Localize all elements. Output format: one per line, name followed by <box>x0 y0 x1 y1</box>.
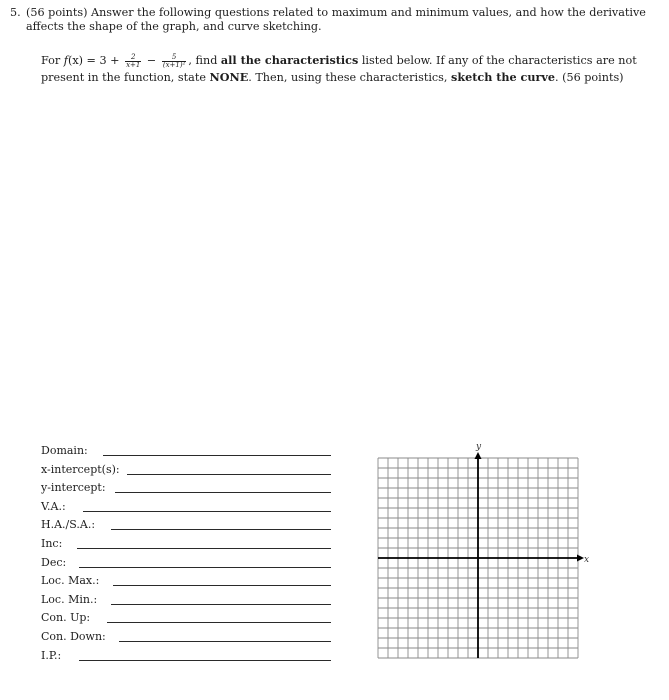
answer-line[interactable] <box>79 660 331 661</box>
characteristic-row <box>41 537 331 555</box>
characteristic-label: I.P.: <box>41 648 62 662</box>
characteristic-row <box>41 463 331 481</box>
answer-line[interactable] <box>111 604 331 605</box>
characteristic-label: Con. Up: <box>41 611 91 625</box>
question-line-2: affects the shape of the graph, and curve sketching. <box>26 20 322 33</box>
sketch-graph[interactable] <box>370 440 590 670</box>
instructions-line-1: For f(x) = 3 + $\frac{2}{x+1}$ − $\frac{5}{\text{(x+1)²}}$ , find all the characteristics listed below. If any of the characteristics are not <box>41 52 637 69</box>
answer-line[interactable] <box>83 511 331 512</box>
characteristic-label: Inc: <box>41 537 63 550</box>
answer-line[interactable] <box>111 529 331 530</box>
characteristic-label: Dec: <box>41 555 67 569</box>
characteristic-row <box>41 649 331 667</box>
characteristic-row <box>41 518 331 536</box>
answer-line[interactable] <box>79 567 331 568</box>
x-axis-label: x <box>584 555 590 565</box>
instructions-line-2: present in the function, state NONE. Then, using these characteristics, sketch the curve. (56 points) <box>41 70 624 84</box>
answer-line[interactable] <box>107 622 331 623</box>
y-axis-arrow <box>475 452 482 459</box>
characteristic-row <box>41 481 331 499</box>
answer-line[interactable] <box>115 492 331 493</box>
question-line-1: 5. (56 points) Answer the following questions related to maximum and minimum values, and how the derivative <box>10 6 646 19</box>
characteristic-label: y-intercept: <box>41 481 106 495</box>
fraction-1: $\frac{2}{x+1}$ <box>126 52 141 69</box>
answer-line[interactable] <box>77 548 331 549</box>
characteristic-row <box>41 556 331 574</box>
characteristic-label: Loc. Max.: <box>41 574 100 588</box>
function-name: f <box>63 54 68 67</box>
characteristic-label: Con. Down: <box>41 630 106 643</box>
y-axis-label: y <box>476 442 482 452</box>
characteristic-row <box>41 611 331 629</box>
characteristic-row <box>41 574 331 592</box>
characteristic-label: Domain: <box>41 444 88 457</box>
characteristic-label: H.A./S.A.: <box>41 518 96 532</box>
axes <box>378 452 584 658</box>
characteristic-row <box>41 444 331 462</box>
answer-line[interactable] <box>103 455 331 456</box>
answer-line[interactable] <box>113 585 331 586</box>
question-number: 5. <box>10 6 21 19</box>
answer-line[interactable] <box>119 641 331 642</box>
characteristic-label: x-intercept(s): <box>41 462 120 476</box>
x-axis-arrow <box>577 555 584 562</box>
characteristic-label: Loc. Min.: <box>41 592 98 606</box>
fraction-2: $\frac{5}{\text{(x+1)²}}$ <box>162 52 186 69</box>
characteristic-row <box>41 500 331 518</box>
characteristic-row <box>41 593 331 611</box>
characteristic-row <box>41 630 331 648</box>
characteristic-label: V.A.: <box>41 499 66 513</box>
answer-line[interactable] <box>127 474 331 475</box>
